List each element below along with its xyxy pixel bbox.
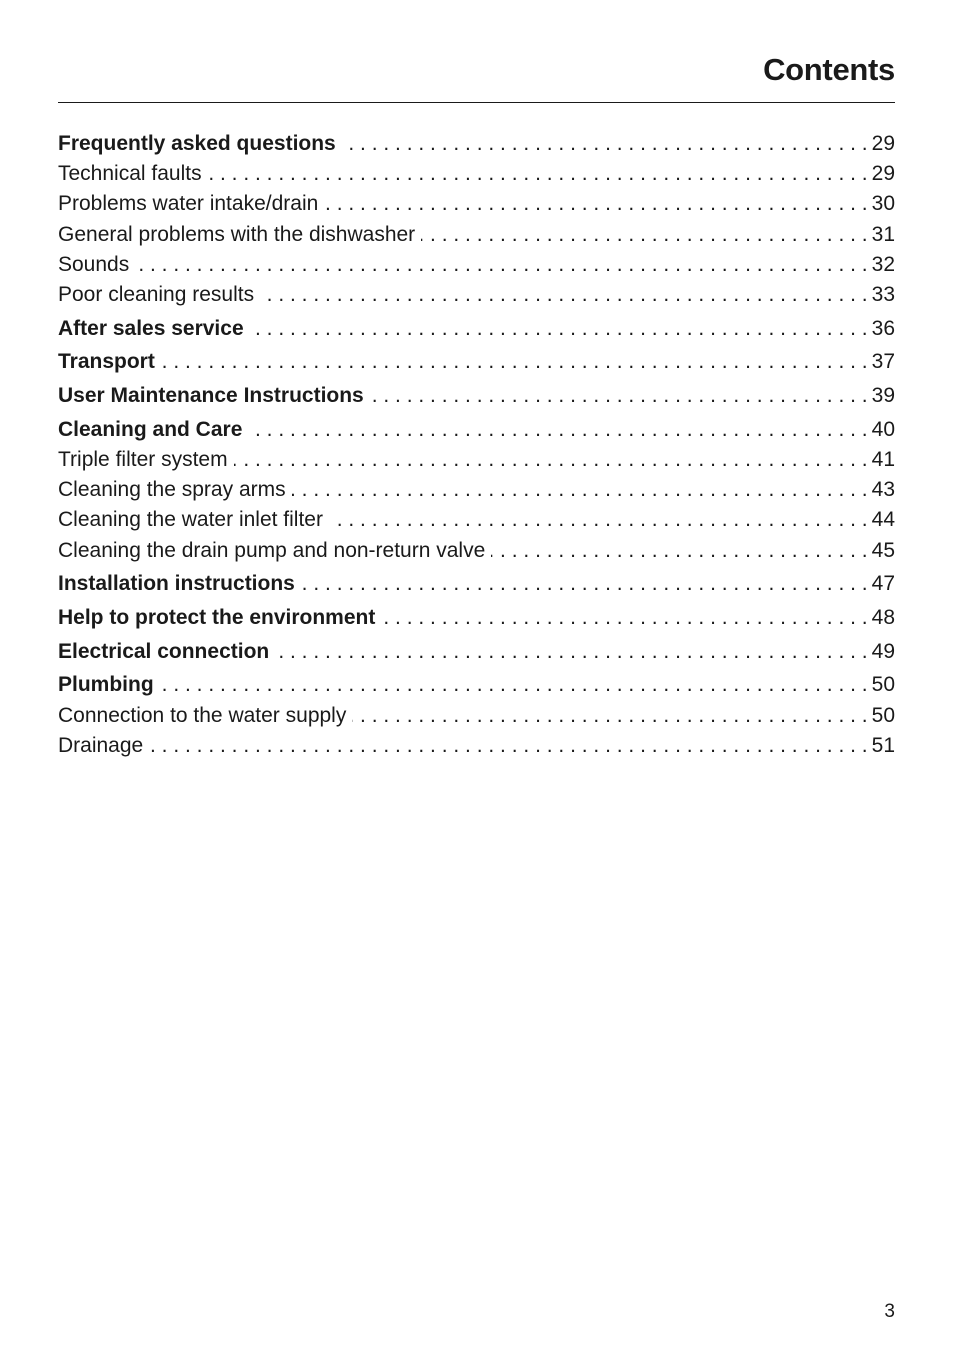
toc-entry-page: 39 <box>871 384 895 408</box>
toc-entry-page: 32 <box>871 252 895 276</box>
toc-dot-leader <box>250 314 868 344</box>
toc-entry-page: 31 <box>871 222 895 246</box>
table-of-contents <box>58 129 895 761</box>
toc-dot-leader <box>160 670 868 700</box>
toc-entry[interactable] <box>58 280 895 310</box>
toc-entry[interactable] <box>58 381 895 411</box>
toc-entry[interactable] <box>58 475 895 505</box>
page-title: Contents <box>763 52 895 87</box>
toc-entry[interactable] <box>58 731 895 761</box>
toc-entry[interactable] <box>58 505 895 535</box>
toc-entry-title: Cleaning and Care <box>58 417 243 441</box>
toc-entry-page: 40 <box>871 417 895 441</box>
toc-dot-leader <box>491 536 867 566</box>
toc-entry-page: 49 <box>871 639 895 663</box>
toc-entry-page: 36 <box>871 316 895 340</box>
toc-entry-page: 48 <box>871 606 895 630</box>
toc-entry-page: 33 <box>871 283 895 307</box>
toc-entry-page: 37 <box>871 350 895 374</box>
toc-entry-page: 50 <box>871 703 895 727</box>
toc-dot-leader <box>352 701 867 731</box>
toc-entry-title: Sounds <box>58 252 130 276</box>
toc-entry-title: Frequently asked questions <box>58 132 336 155</box>
toc-dot-leader <box>135 250 867 280</box>
toc-dot-leader <box>292 475 868 505</box>
toc-dot-leader <box>149 731 867 761</box>
toc-entry[interactable] <box>58 129 895 159</box>
toc-entry-page: 44 <box>871 508 895 532</box>
toc-entry[interactable] <box>58 220 895 250</box>
toc-dot-leader <box>234 445 868 475</box>
toc-entry-page: 45 <box>871 538 895 562</box>
toc-entry[interactable] <box>58 250 895 280</box>
toc-entry[interactable] <box>58 347 895 377</box>
page-number: 3 <box>884 1301 895 1322</box>
toc-entry-page: 41 <box>871 448 895 472</box>
toc-entry-title: Transport <box>58 350 155 374</box>
toc-entry-page: 51 <box>871 733 895 757</box>
toc-dot-leader <box>370 381 868 411</box>
toc-entry[interactable] <box>58 569 895 599</box>
toc-entry-page: 29 <box>871 132 895 155</box>
toc-entry-title: Problems water intake/drain <box>58 192 319 216</box>
toc-entry[interactable] <box>58 189 895 219</box>
toc-entry-title: Cleaning the spray arms <box>58 478 286 502</box>
toc-dot-leader <box>260 280 868 310</box>
toc-entry-title: After sales service <box>58 316 244 340</box>
toc-entry-title: Technical faults <box>58 162 202 186</box>
toc-dot-leader <box>161 347 868 377</box>
toc-dot-leader <box>208 159 868 189</box>
toc-entry-page: 29 <box>871 162 895 186</box>
toc-dot-leader <box>324 189 867 219</box>
toc-entry[interactable] <box>58 603 895 633</box>
toc-dot-leader <box>329 505 868 535</box>
toc-entry-page: 30 <box>871 192 895 216</box>
toc-entry-page: 43 <box>871 478 895 502</box>
toc-entry[interactable] <box>58 159 895 189</box>
toc-entry-title: User Maintenance Instructions <box>58 384 364 408</box>
toc-dot-leader <box>248 415 867 445</box>
toc-entry-title: General problems with the dishwasher <box>58 222 416 246</box>
page-header <box>58 50 895 103</box>
toc-dot-leader <box>342 129 868 159</box>
toc-entry[interactable] <box>58 701 895 731</box>
toc-entry[interactable] <box>58 314 895 344</box>
toc-entry-title: Drainage <box>58 733 144 757</box>
toc-entry-title: Plumbing <box>58 673 154 697</box>
toc-entry[interactable] <box>58 637 895 667</box>
toc-entry-page: 47 <box>871 572 895 596</box>
toc-entry-title: Help to protect the environment <box>58 606 376 630</box>
toc-entry-title: Triple filter system <box>58 448 228 472</box>
toc-entry-title: Cleaning the water inlet filter <box>58 508 323 532</box>
toc-entry-title: Connection to the water supply <box>58 703 347 727</box>
toc-entry[interactable] <box>58 536 895 566</box>
toc-entry[interactable] <box>58 415 895 445</box>
toc-dot-leader <box>421 220 867 250</box>
toc-dot-leader <box>381 603 867 633</box>
toc-entry-page: 50 <box>871 673 895 697</box>
toc-dot-leader <box>301 569 868 599</box>
toc-entry-title: Poor cleaning results <box>58 283 255 307</box>
toc-dot-leader <box>275 637 867 667</box>
toc-entry-title: Cleaning the drain pump and non-return valve <box>58 538 486 562</box>
toc-entry[interactable] <box>58 670 895 700</box>
toc-entry[interactable] <box>58 445 895 475</box>
toc-entry-title: Installation instructions <box>58 572 295 596</box>
toc-entry-title: Electrical connection <box>58 639 270 663</box>
